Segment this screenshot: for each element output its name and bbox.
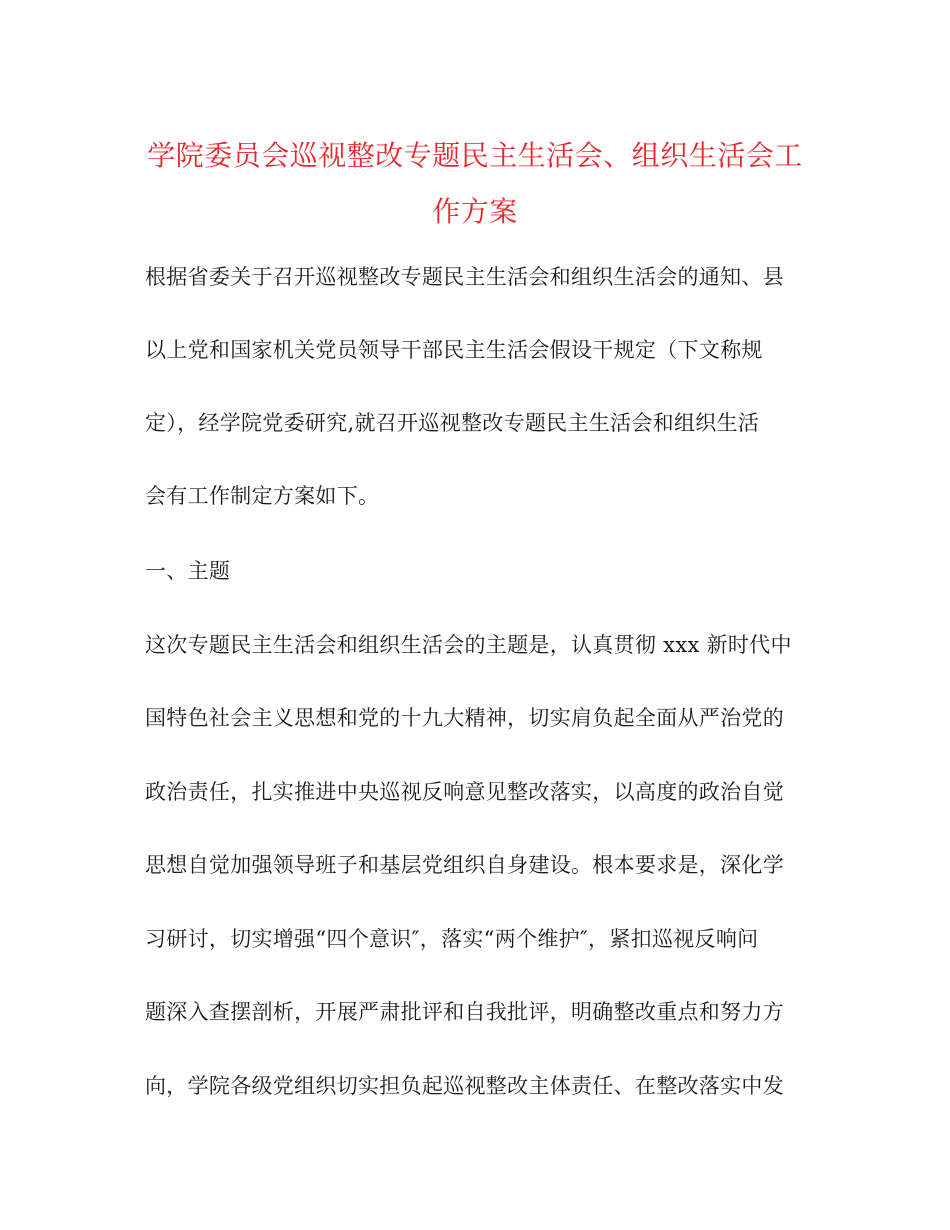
body-line-4: 会有工作制定方案如下。 [145, 484, 380, 508]
body-line-6: 这次专题民主生活会和组织生活会的主题是，认真贯彻 xxx 新时代中 [145, 633, 792, 657]
body-line-12: 向，学院各级党组织切实担负起巡视整改主体责任、在整改落实中发 [145, 1074, 784, 1098]
section-heading-1: 一、主题 [145, 559, 231, 583]
body-line-11: 题深入查摆剖析，开展严肃批评和自我批评，明确整改重点和努力方 [145, 1000, 784, 1024]
body-line-8: 政治责任，扎实推进中央巡视反响意见整改落实，以高度的政治自觉 [145, 780, 784, 804]
body-line-1: 根据省委关于召开巡视整改专题民主生活会和组织生活会的通知、县 [145, 265, 784, 289]
document-title [140, 128, 810, 240]
title-line-2: 作方案 [432, 195, 518, 228]
body-line-9: 思想自觉加强领导班子和基层党组织自身建设。根本要求是，深化学 [145, 853, 784, 877]
body-line-2: 以上党和国家机关党员领导干部民主生活会假设干规定（下文称规 [145, 338, 763, 362]
body-line-10: 习研讨，切实增强“四个意识″，落实“两个维护″，紧扣巡视反响问 [145, 927, 759, 951]
body-line-7: 国特色社会主义思想和党的十九大精神，切实肩负起全面从严治党的 [145, 706, 784, 730]
title-line-1: 学院委员会巡视整改专题民主生活会、组织生活会工 [147, 139, 803, 172]
body-line-3: 定），经学院党委研究,就召开巡视整改专题民主生活会和组织生活 [145, 411, 760, 435]
